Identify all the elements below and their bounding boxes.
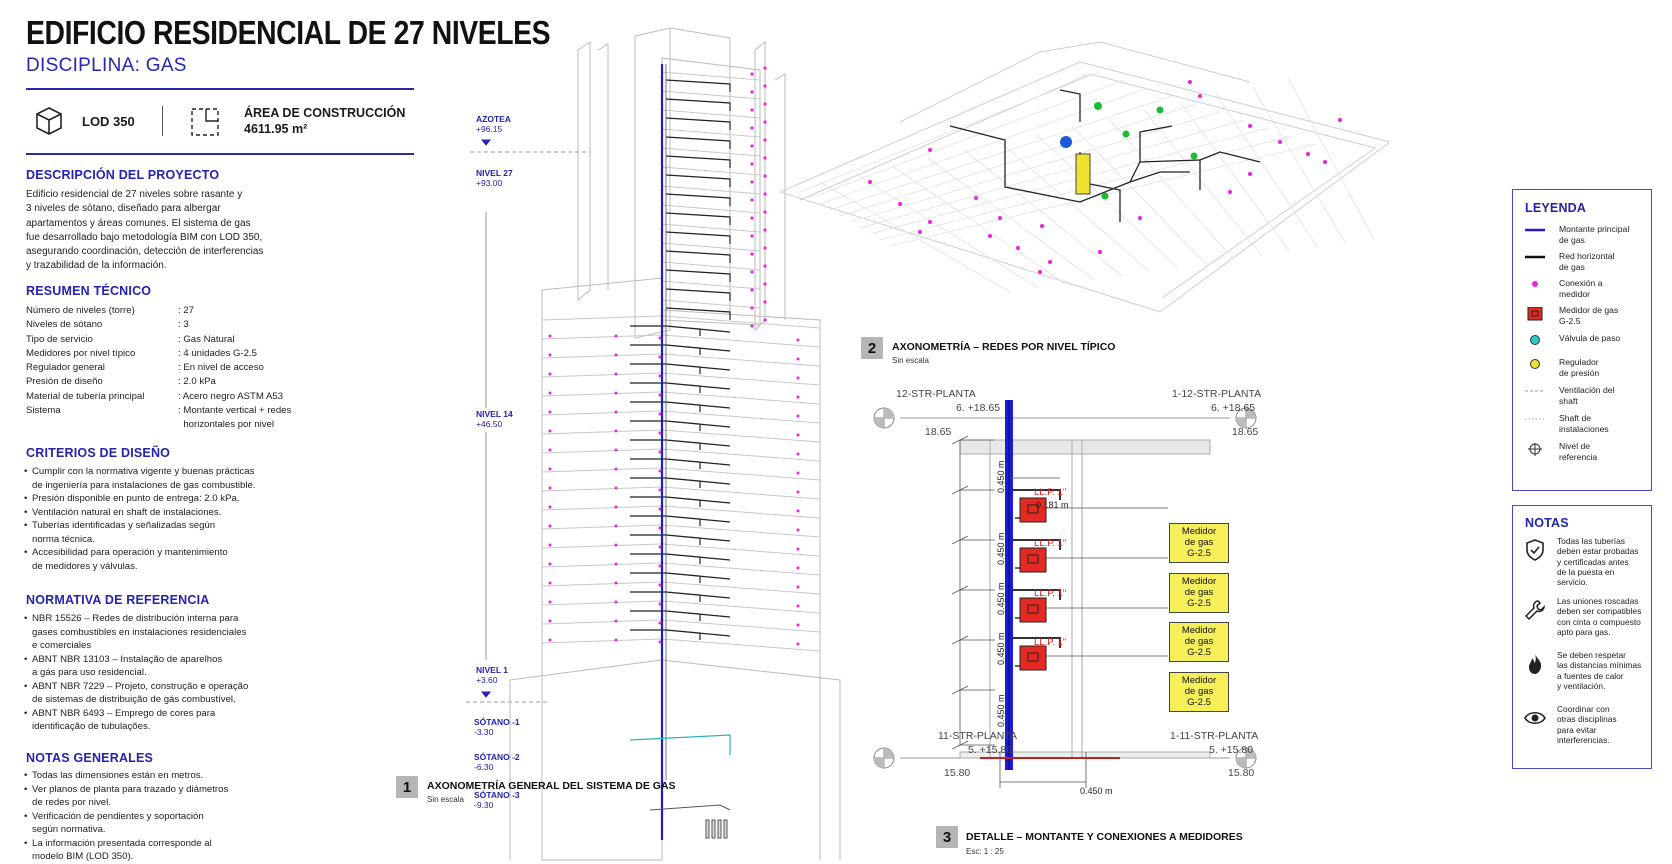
blue-line-icon xyxy=(1523,226,1549,240)
tech-value: : 4 unidades G-2.5 xyxy=(178,347,257,359)
list-item: • NBR 15526 – Redes de distribución interna para xyxy=(24,613,239,624)
elevation-label: 18.65 xyxy=(1232,426,1259,438)
list-item: de redes por nivel. xyxy=(32,797,111,808)
tech-value: : Montante vertical + redes xyxy=(178,405,292,417)
level-azotea: AZOTEA +96.15 xyxy=(476,114,511,134)
area-label: ÁREA DE CONSTRUCCIÓN xyxy=(244,106,406,120)
list-item: modelo BIM (LOD 350). xyxy=(32,851,134,862)
list-item: • ABNT NBR 6493 – Emprego de cores para xyxy=(24,707,216,719)
area-plan-icon xyxy=(190,107,220,137)
list-item: de medidores y válvulas. xyxy=(32,560,138,572)
legend-label: Nivel de referencia xyxy=(1559,441,1598,462)
criteria-heading: CRITERIOS DE DISEÑO xyxy=(26,446,171,460)
dimension-label: 0.450 m xyxy=(996,460,1006,493)
legend-label: Montante principal de gas xyxy=(1559,224,1630,245)
tech-key: Niveles de sótano xyxy=(26,319,103,331)
description-line: apartamentos y áreas comunes. El sistema de gas xyxy=(26,217,251,229)
tech-key: Material de tubería principal xyxy=(26,390,145,402)
ref-level: 6. +18.65 xyxy=(956,402,1001,414)
divider xyxy=(26,153,414,155)
description-line: y trazabilidad de la información. xyxy=(26,260,167,272)
legend-label: Ventilación del shaft xyxy=(1559,385,1615,406)
legend-label: Regulador de presión xyxy=(1559,357,1600,378)
level-n27: NIVEL 27 +93.00 xyxy=(476,168,513,188)
elevation-label: 18.65 xyxy=(925,426,952,438)
normativa-list xyxy=(24,612,248,734)
ref-level: 6. +18.65 xyxy=(1211,402,1256,414)
eye-icon xyxy=(1523,706,1547,735)
notes-panel xyxy=(1512,505,1652,769)
list-item: • Tuberías identificadas y señalizadas según xyxy=(24,520,216,531)
tech-value: : 27 xyxy=(178,305,195,316)
caption-subtitle: Sin escala xyxy=(892,356,929,365)
llp-label: LL.P. 1" xyxy=(1034,487,1067,498)
list-item: de ingeniería para instalaciones de gas combustible. xyxy=(32,479,256,491)
meter-label: Medidor de gas G-2.5 xyxy=(1169,672,1229,712)
level-n1: NIVEL 1 +3.60 xyxy=(476,665,508,685)
tech-value: : 3 xyxy=(178,319,189,331)
tech-key: Regulador general xyxy=(26,362,105,374)
list-item: • Cumplir con la normativa vigente y buenas prácticas xyxy=(24,466,255,477)
ref-label: 1-11-STR-PLANTA xyxy=(1170,730,1259,742)
legend-label: Medidor de gas G-2.5 xyxy=(1559,305,1619,326)
shield-icon xyxy=(1523,538,1547,567)
dimension-label: 0.450 m xyxy=(1080,786,1113,796)
ref-level: 5. +15.80 xyxy=(968,744,1013,756)
black-line-icon xyxy=(1523,253,1549,267)
llp-label: LL.P. 1" xyxy=(1034,637,1067,648)
lod-cube-icon xyxy=(34,106,64,136)
llp-label: LL.P. 1" xyxy=(1034,538,1067,549)
ref-label: 12-STR-PLANTA xyxy=(896,388,976,400)
tech-value: horizontales por nivel xyxy=(178,419,274,431)
elevation-label: 15.80 xyxy=(944,767,971,779)
legend-label: Válvula de paso xyxy=(1559,333,1621,343)
ref-level: 5. +15.80 xyxy=(1209,744,1254,756)
divider xyxy=(26,88,414,90)
tech-key: Tipo de servicio xyxy=(26,333,93,345)
page-subtitle: DISCIPLINA: GAS xyxy=(26,55,187,76)
description-line: fue desarrollado bajo metodología BIM con LOD 350, xyxy=(26,231,263,243)
list-item: • Presión disponible en punto de entrega: 2.0 kPa. xyxy=(24,493,240,504)
meter-label: Medidor de gas G-2.5 xyxy=(1169,573,1229,613)
tech-key: Medidores por nivel típico xyxy=(26,347,136,359)
dimension-label: 0.450 m xyxy=(996,694,1006,727)
notes-heading: NOTAS xyxy=(1525,516,1569,530)
dashed-line-icon xyxy=(1523,387,1549,401)
dotted-line-icon xyxy=(1523,415,1549,429)
normativa-heading: NORMATIVA DE REFERENCIA xyxy=(26,593,210,607)
caption-number: 2 xyxy=(861,337,883,359)
caption-title: DETALLE – MONTANTE Y CONEXIONES A MEDIDORES xyxy=(966,831,1243,843)
list-item: • Verificación de pendientes y soportación xyxy=(24,810,204,822)
cyan-valve-icon xyxy=(1523,335,1549,349)
tech-key: Sistema xyxy=(26,405,61,417)
list-item: a gás para uso residencial. xyxy=(32,667,147,678)
crosshair-icon xyxy=(874,408,894,428)
description-heading: DESCRIPCIÓN DEL PROYECTO xyxy=(26,168,220,182)
gas-meter-icon xyxy=(1523,307,1549,321)
tech-key: Presión de diseño xyxy=(26,376,103,388)
ref-label: 1-12-STR-PLANTA xyxy=(1172,388,1262,400)
tech-value: : En nivel de acceso xyxy=(178,362,264,374)
technical-table xyxy=(26,304,326,433)
note-text: Coordinar con otras disciplinas para evitar interferencias. xyxy=(1557,704,1617,745)
list-item: • Ventilación natural en shaft de instalaciones. xyxy=(24,506,222,518)
tech-key: Número de niveles (torre) xyxy=(26,305,135,316)
list-item: identificação de tubulações. xyxy=(32,721,151,732)
description-text xyxy=(26,188,263,274)
list-item: • Todas las dimensiones están en metros. xyxy=(24,770,204,781)
crosshair-icon xyxy=(1523,443,1549,457)
list-item: de sistemas de distribuição de gás combustível. xyxy=(32,694,236,705)
note-text: Se deben respetar las distancias mínimas a fuentes de calor y ventilación. xyxy=(1557,650,1642,691)
description-line: Edificio residencial de 27 niveles sobre rasante y xyxy=(26,189,243,200)
legend-heading: LEYENDA xyxy=(1525,201,1587,215)
yellow-regulator-icon xyxy=(1523,359,1549,373)
level-s2: SÓTANO -2 -6.30 xyxy=(474,752,520,772)
dimension-label: 0.450 m xyxy=(996,582,1006,615)
area-value: 4611.95 m² xyxy=(244,122,308,136)
description-line: 3 niveles de sótano, diseñado para albergar xyxy=(26,203,221,215)
meter-label: Medidor de gas G-2.5 xyxy=(1169,523,1229,563)
legend-panel xyxy=(1512,189,1652,491)
list-item: • ABNT NBR 13103 – Instalação de aparelhos xyxy=(24,653,223,665)
meter-label: Medidor de gas G-2.5 xyxy=(1169,622,1229,662)
caption-number: 3 xyxy=(936,826,958,848)
caption-title: AXONOMETRÍA GENERAL DEL SISTEMA DE GAS xyxy=(427,780,676,792)
elevation-label: 15.80 xyxy=(1228,767,1255,779)
page-title: EDIFICIO RESIDENCIAL DE 27 NIVELES xyxy=(26,14,551,51)
dimension-label: 0.450 m xyxy=(996,532,1006,565)
legend-label: Conexión a medidor xyxy=(1559,278,1603,299)
criteria-list xyxy=(24,465,255,573)
general-notes-heading: NOTAS GENERALES xyxy=(26,751,154,765)
tech-value: : Gas Natural xyxy=(178,333,235,345)
caption-subtitle: Sin escala xyxy=(427,795,464,804)
separator xyxy=(162,106,163,136)
level-s1: SÓTANO -1 -3.30 xyxy=(474,717,520,737)
list-item: e comerciales xyxy=(32,640,92,651)
wrench-icon xyxy=(1523,598,1547,627)
list-item: gases combustibles en instalaciones residenciales xyxy=(32,626,247,638)
list-item: • ABNT NBR 7229 – Projeto, construção e operação xyxy=(24,680,249,692)
list-item: • La información presentada corresponde al xyxy=(24,837,212,849)
general-notes-list xyxy=(24,769,228,864)
technical-heading: RESUMEN TÉCNICO xyxy=(26,284,152,298)
caption-number: 1 xyxy=(396,776,418,798)
tech-value: : 2.0 kPa xyxy=(178,376,216,388)
description-line: asegurando coordinación, detección de interferencias xyxy=(26,246,264,258)
list-item: • Accesibilidad para operación y mantenimiento xyxy=(24,547,228,558)
list-item: norma técnica. xyxy=(32,533,95,545)
note-text: Las uniones roscadas deben ser compatibles con cinta o compuesto apto para gas. xyxy=(1557,596,1642,637)
floor-axonometric-drawing xyxy=(780,22,1390,322)
llp-label: LL.P. 1" xyxy=(1034,588,1067,599)
ref-label: 11-STR-PLANTA xyxy=(938,730,1017,742)
dimension-label: 0.450 m xyxy=(996,632,1006,665)
lod-area-row xyxy=(26,104,414,146)
caption-title: AXONOMETRÍA – REDES POR NIVEL TÍPICO xyxy=(892,341,1116,353)
lod-label: LOD 350 xyxy=(82,114,135,129)
legend-label: Red horizontal de gas xyxy=(1559,251,1615,272)
list-item: según normativa. xyxy=(32,824,106,835)
magenta-dot-icon xyxy=(1523,280,1549,294)
flame-icon xyxy=(1523,652,1547,681)
dimension-label: 0.181 m xyxy=(1036,500,1069,510)
level-n14: NIVEL 14 +46.50 xyxy=(476,409,513,429)
tech-value: : Acero negro ASTM A53 xyxy=(178,390,284,402)
list-item: • Ver planos de planta para trazado y diámetros xyxy=(24,783,229,795)
note-text: Todas las tuberías deben estar probadas y certificadas antes de la puesta en servicio. xyxy=(1557,536,1639,588)
legend-label: Shaft de instalaciones xyxy=(1559,413,1609,434)
level-s3: SÓTANO -3 -9.30 xyxy=(474,790,520,810)
caption-subtitle: Esc: 1 : 25 xyxy=(966,847,1004,856)
